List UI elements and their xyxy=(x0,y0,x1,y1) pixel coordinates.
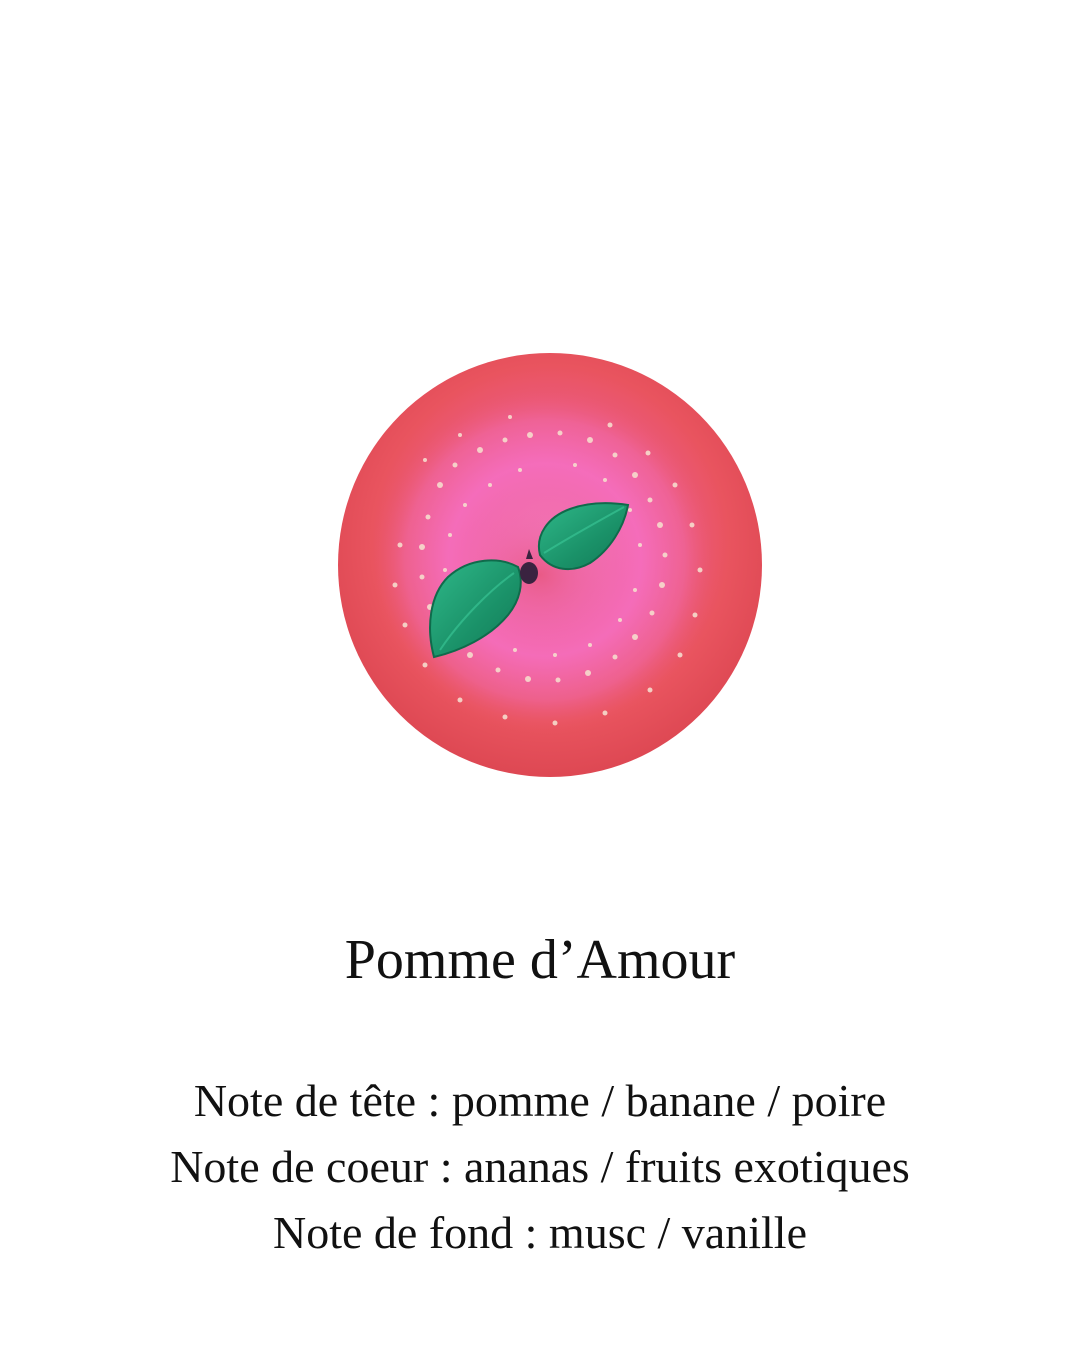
note-heart: Note de coeur : ananas / fruits exotiques xyxy=(170,1141,910,1192)
product-image xyxy=(330,345,770,785)
product-title: Pomme d’Amour xyxy=(344,929,736,991)
note-base: Note de fond : musc / vanille xyxy=(273,1207,807,1258)
fragrance-notes xyxy=(0,1068,1080,1266)
stem-icon xyxy=(520,562,538,584)
note-top: Note de tête : pomme / banane / poire xyxy=(193,1075,887,1126)
